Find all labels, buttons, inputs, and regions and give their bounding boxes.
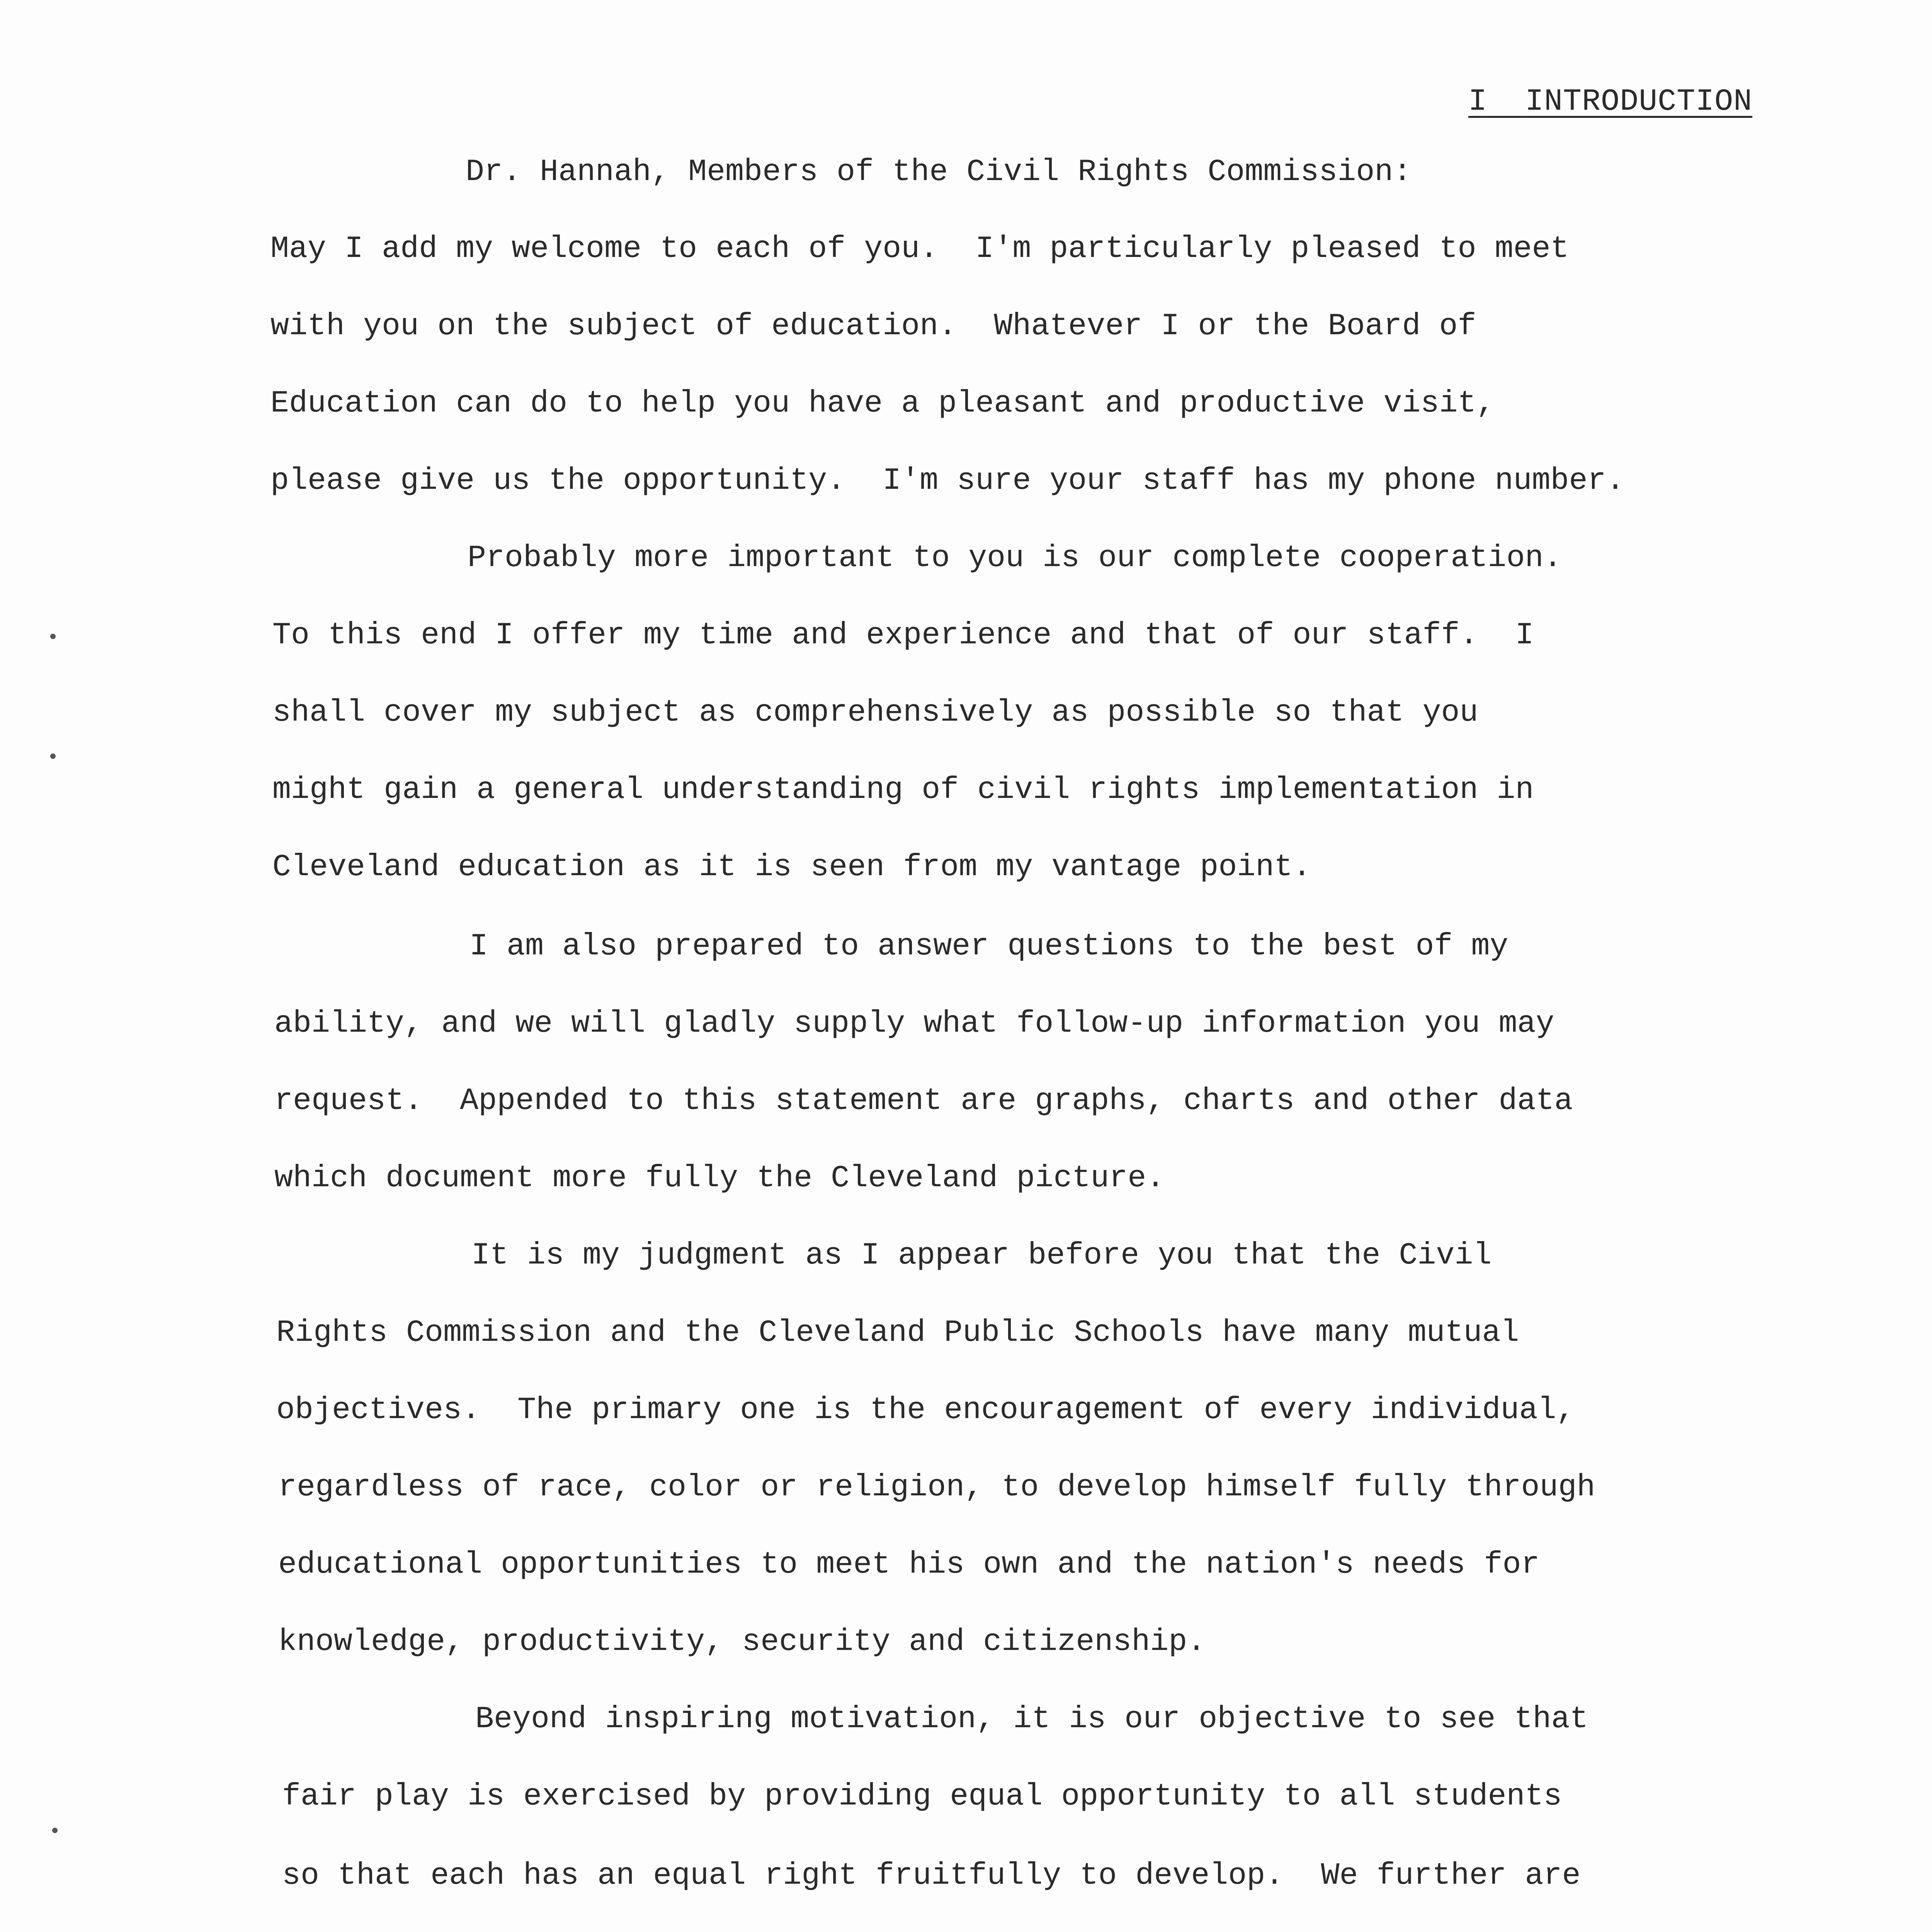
section-heading: [1468, 84, 1752, 119]
paragraph-2-line-2: To this end I offer my time and experience and that of our staff. I: [272, 618, 1534, 653]
paragraph-2-line-4: might gain a general understanding of civil rights implementation in: [272, 772, 1534, 808]
paragraph-1-line-1: May I add my welcome to each of you. I'm particularly pleased to meet: [270, 231, 1569, 267]
paragraph-4-line-3: objectives. The primary one is the encouragement of every individual,: [276, 1393, 1575, 1428]
paragraph-4-line-4: regardless of race, color or religion, to develop himself fully through: [278, 1470, 1595, 1505]
paragraph-4-line-2: Rights Commission and the Cleveland Public Schools have many mutual: [276, 1315, 1519, 1350]
paragraph-3-line-2: ability, and we will gladly supply what follow-up information you may: [274, 1006, 1554, 1041]
salutation: Dr. Hannah, Members of the Civil Rights Commission:: [466, 155, 1412, 190]
paragraph-4-line-1: It is my judgment as I appear before you that the Civil: [471, 1238, 1492, 1273]
paragraph-2-line-1: Probably more important to you is our complete cooperation.: [468, 541, 1562, 576]
section-title: INTRODUCTION: [1525, 84, 1753, 119]
paragraph-5-line-2: fair play is exercised by providing equal opportunity to all students: [282, 1779, 1562, 1814]
paragraph-1-line-4: please give us the opportunity. I'm sure your staff has my phone number.: [270, 463, 1625, 498]
paragraph-5-line-1: Beyond inspiring motivation, it is our objective to see that: [475, 1702, 1588, 1737]
paragraph-3-line-3: request. Appended to this statement are graphs, charts and other data: [274, 1083, 1573, 1119]
paragraph-3-line-4: which document more fully the Cleveland picture.: [274, 1161, 1165, 1196]
paragraph-2-line-5: Cleveland education as it is seen from my vantage point.: [272, 850, 1311, 885]
margin-mark: [50, 753, 56, 759]
paragraph-1-line-3: Education can do to help you have a pleasant and productive visit,: [270, 386, 1495, 421]
paragraph-4-line-6: knowledge, productivity, security and citizenship.: [278, 1624, 1206, 1660]
paragraph-2-line-3: shall cover my subject as comprehensively as possible so that you: [272, 695, 1478, 730]
margin-mark: [50, 634, 56, 639]
paragraph-1-line-2: with you on the subject of education. Whatever I or the Board of: [270, 309, 1476, 344]
margin-mark: [52, 1828, 58, 1833]
section-number: I: [1468, 84, 1488, 119]
paragraph-5-line-3: so that each has an equal right fruitfully to develop. We further are: [282, 1858, 1581, 1893]
paragraph-3-line-1: I am also prepared to answer questions to the best of my: [469, 929, 1509, 964]
paragraph-4-line-5: educational opportunities to meet his own and the nation's needs for: [278, 1547, 1540, 1582]
